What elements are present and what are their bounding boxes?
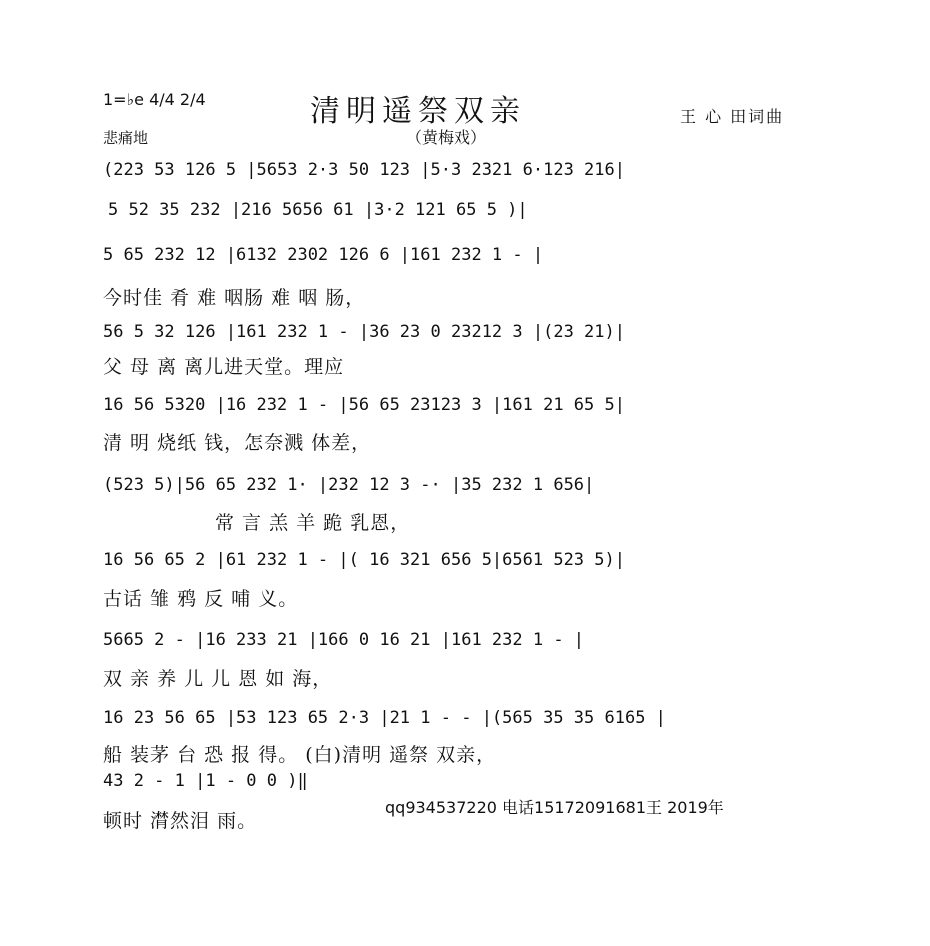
notation-line-3: 5 65 232 12 |6132 2302 126 6 |161 232 1 - | bbox=[103, 245, 544, 265]
notation-line-8: 5665 2 - |16 233 21 |166 0 16 21 |161 232 1 - | bbox=[103, 630, 585, 650]
tempo-marking: 悲痛地 bbox=[103, 131, 149, 147]
contact-footer: qq934537220 电话15172091681王 2019年 bbox=[385, 798, 724, 817]
notation-line-10: 43 2 - 1 |1 - 0 0 )‖ bbox=[103, 771, 308, 791]
lyric-line-3: 今时佳 肴 难 咽肠 难 咽 肠， bbox=[103, 287, 366, 309]
notation-line-2: 5 52 35 232 |216 5656 61 |3·2 121 65 5 )| bbox=[108, 200, 528, 220]
notation-line-4: 56 5 32 126 |161 232 1 - |36 23 0 23212 3 |(23 21)| bbox=[103, 322, 625, 342]
notation-line-6: (523 5)|56 65 232 1· |232 12 3 -· |35 232 1 656| bbox=[103, 475, 595, 495]
lyric-line-9: 船 装茅 台 恐 报 得。 (白)清明 遥祭 双亲， bbox=[103, 744, 497, 766]
song-subtitle: （黄梅戏） bbox=[406, 128, 487, 147]
notation-line-7: 16 56 65 2 |61 232 1 - |( 16 321 656 5|6561 523 5)| bbox=[103, 550, 625, 570]
lyric-line-4: 父 母 离 离儿进天堂。理应 bbox=[103, 356, 345, 378]
lyric-line-8: 双 亲 养 儿 儿 恩 如 海， bbox=[103, 668, 333, 690]
notation-line-1: (223 53 126 5 |5653 2·3 50 123 |5·3 2321 6·123 216| bbox=[103, 160, 625, 180]
lyric-line-6: 常 言 羔 羊 跪 乳恩， bbox=[215, 512, 411, 534]
song-title: 清明遥祭双亲 bbox=[310, 94, 526, 129]
credit-line: 王 心 田词曲 bbox=[680, 107, 785, 126]
key-signature: 1=♭e 4/4 2/4 bbox=[103, 90, 206, 109]
lyric-line-7: 古话 雏 鸦 反 哺 义。 bbox=[103, 588, 299, 610]
lyric-line-5: 清 明 烧纸 钱，怎奈溅 体差， bbox=[103, 432, 372, 454]
notation-line-9: 16 23 56 65 |53 123 65 2·3 |21 1 - - |(565 35 35 6165 | bbox=[103, 708, 666, 728]
lyric-line-10: 顿时 潸然泪 雨。 bbox=[103, 810, 258, 832]
notation-line-5: 16 56 5320 |16 232 1 - |56 65 23123 3 |161 21 65 5| bbox=[103, 395, 625, 415]
